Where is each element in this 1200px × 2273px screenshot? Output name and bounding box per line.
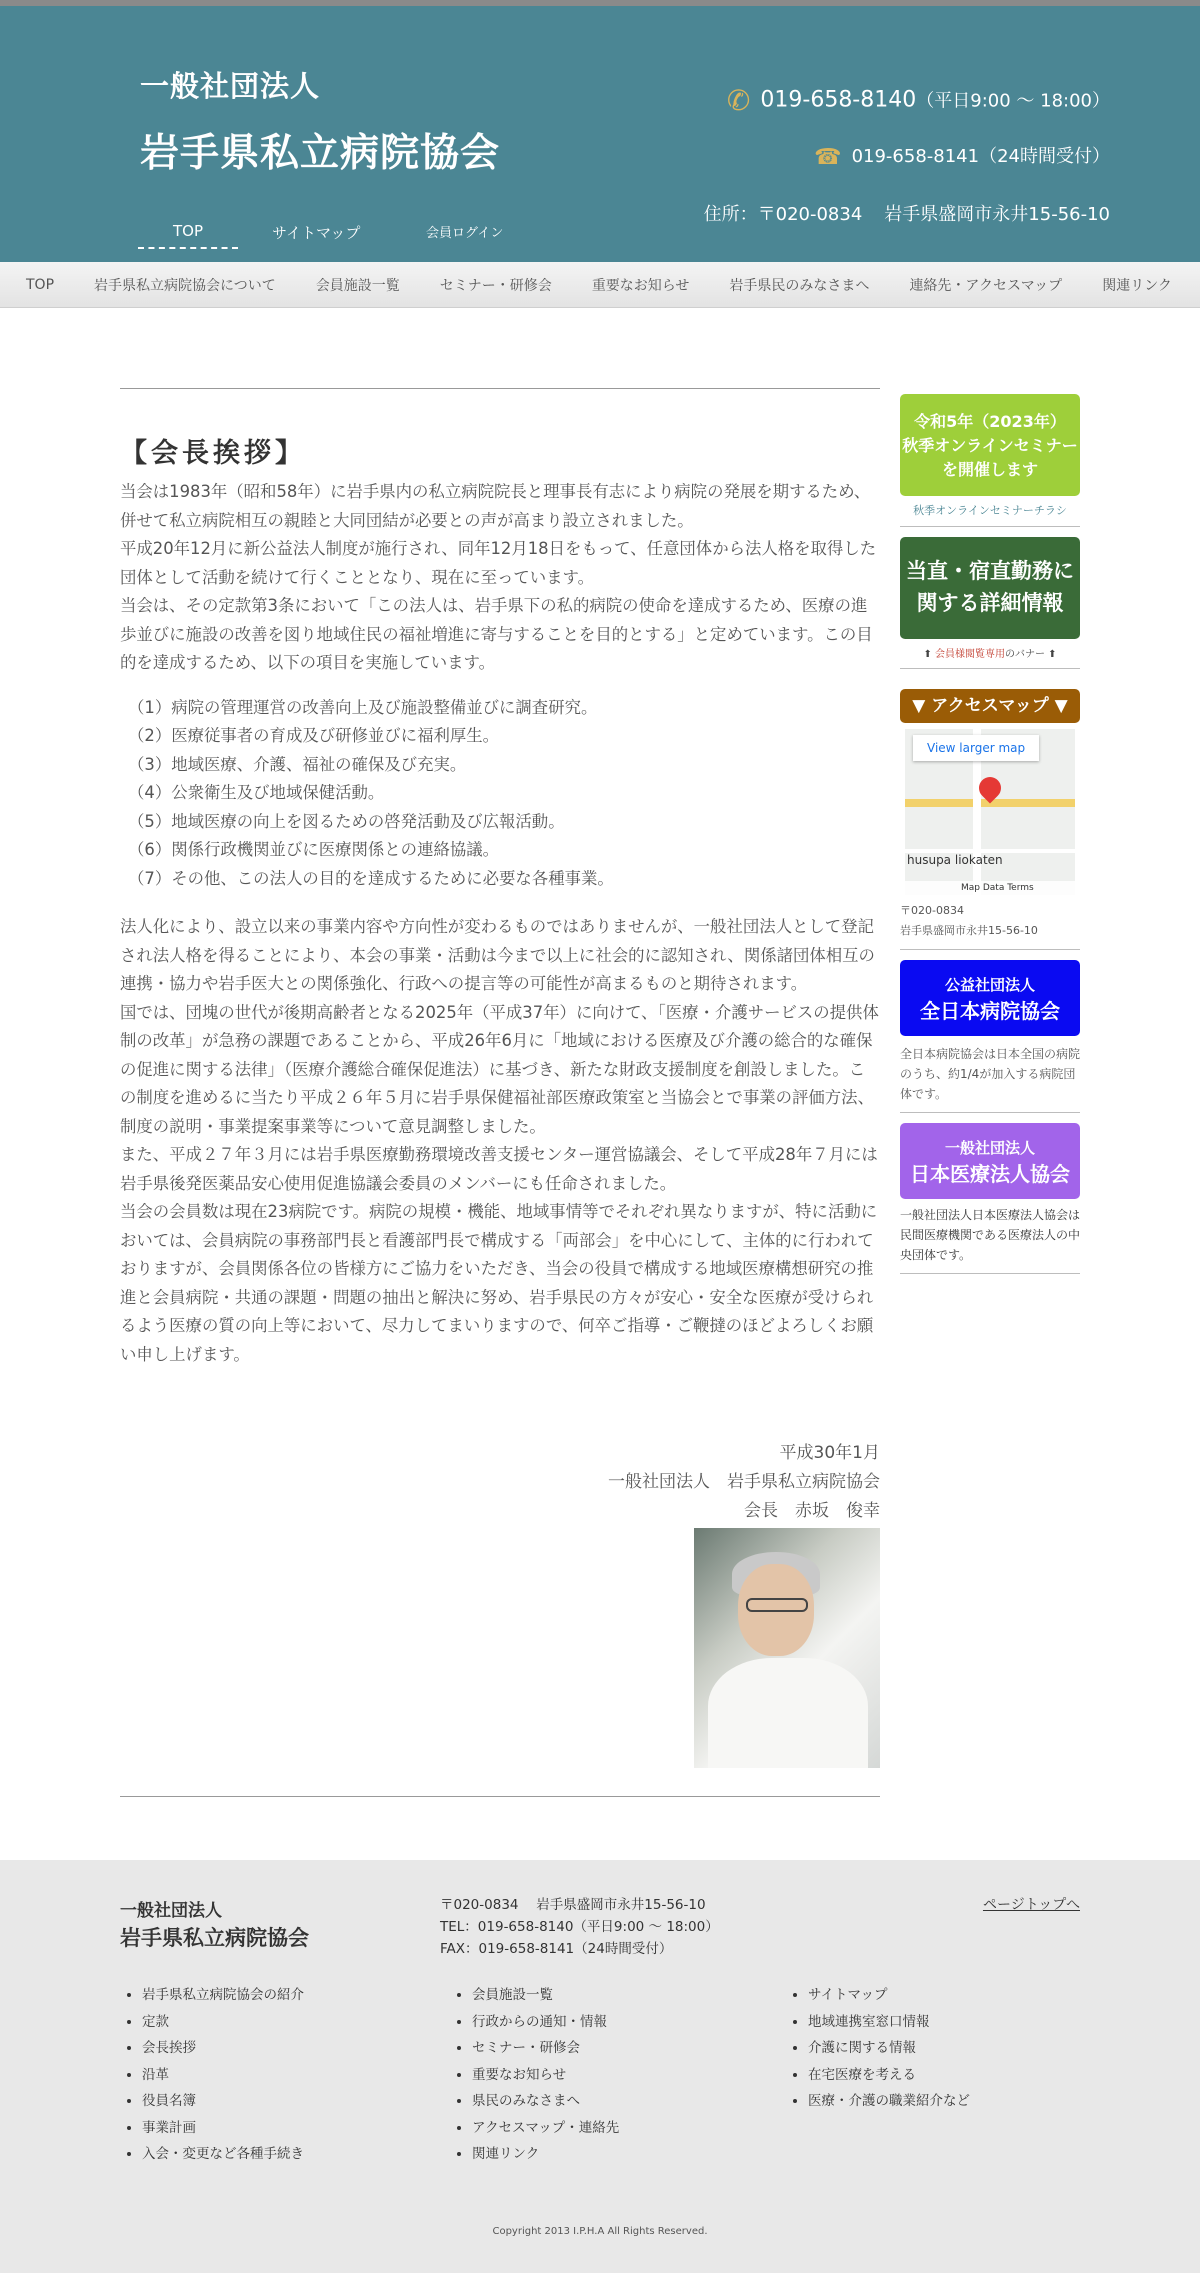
divider [900, 1273, 1080, 1274]
footer-address: 〒020-0834 岩手県盛岡市永井15-56-10 [440, 1897, 706, 1913]
list-item: （6）関係行政機関並びに医療関係との連絡協議。 [128, 840, 500, 859]
footer-links-col3 [788, 1982, 970, 2115]
footer-link[interactable]: • 会員施設一覧 [472, 1982, 619, 2009]
footer-link[interactable]: • アクセスマップ・連絡先 [472, 2115, 619, 2142]
duty-line: 当直・宿直勤務に [906, 559, 1074, 583]
divider [900, 1112, 1080, 1113]
signature-block [120, 1439, 880, 1526]
divider [120, 1796, 880, 1797]
footer-link[interactable]: • 関連リンク [472, 2141, 619, 2168]
header-address [682, 200, 1110, 226]
divider [900, 526, 1080, 527]
map-attribution[interactable]: Map Data Terms [905, 881, 1075, 895]
signature-name: 会長 赤坂 俊幸 [744, 1501, 880, 1521]
site-header [0, 6, 1200, 262]
global-nav [0, 262, 1200, 308]
intro-paragraph: 当会は1983年（昭和58年）に岩手県内の私立病院院長と理事長有志により病院の発展を期するため、併せて私立病院相互の親睦と大同団結が必要との声が高まり設立されました。 平成20年12月に新公益法人制度が施行され、同年12月18日をもって、任意団体から法人格を取得した団体として活動を続けて行くこととなり、現在に至っています。 当会は、その定款第3条において「この法人は、岩手県下の私的病院の使命を達成するため、医療の進歩並びに施設の改善を図り地域住民の福祉増進に寄与することを目的とする」と定めています。この目的を達成するため、以下の項目を実施しています。 [120, 482, 877, 672]
body-paragraph: 法人化により、設立以来の事業内容や方向性が変わるものではありませんが、一般社団法人として登記され法人格を得ることにより、本会の事業・活動は今まで以上に社会的に認知され、関係諸団体相互の連携・協力や岩手医大との関係強化、行政への提言等の可能性が高まるものと期待されます。 国では、団塊の世代が後期高齢者となる2025年（平成37年）に向けて、「医療・介護サービスの提供体制の改革」が急務の課題であることから、平成26年6月に「地域における医療及び介護の総合的な確保の促進に関する法律」（医療介護総合確保促進法）に基づき、新たな財政支援制度を創設しました。この制度を進めるに当たり平成２６年５月に岩手県保健福祉部医療政策室と当協会とで事業の評価方法、制度の説明・事業提案事業等について意見調整しました。 また、平成２７年３月には岩手県医療勤務環境改善支援センター運営協議会、そして平成28年７月には岩手県後発医薬品安心使用促進協議会委員のメンバーにも任命されました。 当会の会員数は現在23病院です。病院の規模・機能、地域事情等でそれぞれ異なりますが、特に活動においては、会員病院の事務部門長と看護部門長で構成する「両部会」を中心にして、主体的に行われておりますが、会員関係各位の皆様方にご協力をいただき、当会の役員で構成する地域医療構想研究の推進と会員病院・共通の課題・問題の抽出と解決に努め、岩手県民の方々が安心・安全な医療が受けられるよう医療の質の向上等において、尽力してまいりますので、何卒ご指導・ご鞭撻のほどよろしくお願い申し上げます。 [120, 917, 879, 1364]
jmha-caption: 一般社団法人日本医療法人協会は民間医療機関である医療法人の中央団体です。 [900, 1208, 1081, 1262]
fax-icon: ☎ [814, 144, 842, 170]
gnav-seminar[interactable]: セミナー・研修会 [439, 277, 552, 294]
gnav-access[interactable]: 連絡先・アクセスマップ [909, 277, 1063, 294]
ajha-banner[interactable]: 公益社団法人 全日本病院協会 [900, 960, 1080, 1036]
duty-caption: ⬆ 会員様閲覧専用のバナー ⬆ [923, 649, 1057, 660]
footer-link[interactable]: • 役員名簿 [142, 2088, 304, 2115]
list-item: （2）医療従事者の育成及び研修並びに福利厚生。 [128, 726, 500, 745]
signature-org: 一般社団法人 岩手県私立病院協会 [608, 1472, 880, 1492]
list-item: （5）地域医療の向上を図るための啓発活動及び広報活動。 [128, 811, 565, 831]
org-type-label: 一般社団法人 [140, 69, 321, 103]
activity-list [128, 694, 880, 894]
footer-link[interactable]: • 岩手県私立病院協会の紹介 [142, 1982, 304, 2009]
footer-link[interactable]: • 行政からの通知・情報 [472, 2009, 619, 2036]
footer-tel: TEL：019-658-8140（平日9:00 ～ 18:00） [440, 1919, 719, 1935]
signature-date: 平成30年1月 [779, 1443, 880, 1463]
chairman-photo [694, 1528, 880, 1768]
gnav-about[interactable]: 岩手県私立病院協会について [94, 277, 276, 294]
address-label: 住所：〒020-0834 [703, 204, 863, 225]
footer-link[interactable]: • セミナー・研修会 [472, 2035, 619, 2062]
gnav-top[interactable]: TOP [26, 276, 55, 293]
footer-link[interactable]: • 介護に関する情報 [808, 2035, 970, 2062]
duty-line: 関する詳細情報 [916, 591, 1064, 615]
map-address: 〒020-0834 岩手県盛岡市永井15-56-10 [900, 904, 1038, 937]
greeting-article [120, 388, 880, 1797]
footer-contact [440, 1894, 719, 1960]
header-nav-login[interactable] [426, 222, 503, 241]
ajha-caption: 全日本病院協会は日本全国の病院のうち、約1/4が加入する病院団体です。 [900, 1047, 1081, 1101]
seminar-banner[interactable] [900, 394, 1080, 496]
fax-number: 019-658-8141（24時間受付） [851, 146, 1110, 167]
footer-link[interactable]: • 入会・変更など各種手続き [142, 2141, 304, 2168]
footer-link[interactable]: • 地域連携室窓口情報 [808, 2009, 970, 2036]
list-item: （1）病院の管理運営の改善向上及び施設整備並びに調査研究。 [128, 697, 598, 717]
footer-link[interactable]: • 重要なお知らせ [472, 2062, 619, 2089]
divider [900, 949, 1080, 950]
page-top-link[interactable]: ページトップへ [982, 1897, 1080, 1913]
footer-org-type: 一般社団法人 [120, 1901, 222, 1921]
header-tel [727, 84, 1110, 117]
gnav-members[interactable]: 会員施設一覧 [315, 277, 400, 294]
site-title[interactable]: 岩手県私立病院協会 [140, 131, 501, 176]
seminar-line: を開催します [941, 460, 1038, 479]
address-text: 岩手県盛岡市永井15-56-10 [884, 204, 1110, 225]
tel-hours: （平日9:00 ～ 18:00） [916, 90, 1110, 112]
footer-link[interactable]: • 定款 [142, 2009, 304, 2036]
seminar-line: 秋季オンラインセミナー [902, 436, 1078, 455]
divider [900, 668, 1080, 669]
map-place-label: husupa liokaten [907, 853, 1003, 867]
sidebar [900, 394, 1080, 1282]
jmha-banner[interactable]: 一般社団法人 日本医療法人協会 [900, 1123, 1080, 1199]
access-map-heading: ▼ アクセスマップ ▼ [900, 689, 1080, 723]
copyright: Copyright 2013 I.P.H.A All Rights Reserved. [492, 2226, 708, 2237]
seminar-flyer-link[interactable]: 秋季オンラインセミナーチラシ [913, 504, 1067, 517]
gnav-links[interactable]: 関連リンク [1102, 277, 1172, 294]
footer-link[interactable]: • 事業計画 [142, 2115, 304, 2142]
tel-number[interactable]: 019-658-8140 [760, 87, 917, 113]
main-area [0, 308, 1200, 1858]
footer-links-col1 [122, 1982, 304, 2168]
header-nav-top[interactable]: TOP [138, 222, 238, 249]
footer-fax: FAX：019-658-8141（24時間受付） [440, 1941, 673, 1957]
footer-link[interactable]: • サイトマップ [808, 1982, 970, 2009]
list-item: （4）公衆衛生及び地域保健活動。 [128, 783, 385, 802]
phone-icon: ✆ [726, 84, 751, 117]
list-item: （7）その他、この法人の目的を達成するために必要な各種事業。 [128, 868, 614, 888]
seminar-line: 令和5年（2023年） [914, 412, 1066, 431]
gnav-notice[interactable]: 重要なお知らせ [591, 277, 690, 294]
access-map[interactable] [905, 729, 1075, 895]
page-title: 【会長挨拶】 [120, 438, 306, 469]
footer-link[interactable]: • 医療・介護の職業紹介など [808, 2088, 970, 2115]
footer-link[interactable]: • 在宅医療を考える [808, 2062, 970, 2089]
header-nav-sitemap[interactable]: サイトマップ [272, 224, 361, 242]
site-footer [0, 1860, 1200, 2273]
footer-link[interactable]: • 会長挨拶 [142, 2035, 304, 2062]
footer-link[interactable]: • 沿革 [142, 2062, 304, 2089]
header-fax [814, 142, 1110, 170]
footer-org-name: 岩手県私立病院協会 [120, 1926, 309, 1950]
list-item: （3）地域医療、介護、福祉の確保及び充実。 [128, 754, 467, 774]
footer-links-col2 [452, 1982, 619, 2168]
divider [120, 388, 880, 389]
login-label: 会員ログイン [426, 226, 504, 241]
view-larger-map-link[interactable]: View larger map [913, 735, 1039, 761]
footer-link[interactable]: • 県民のみなさまへ [472, 2088, 619, 2115]
members-only-label: 会員様閲覧専用 [935, 649, 1005, 660]
gnav-citizens[interactable]: 岩手県民のみなさまへ [729, 277, 870, 294]
duty-info-banner[interactable] [900, 537, 1080, 639]
